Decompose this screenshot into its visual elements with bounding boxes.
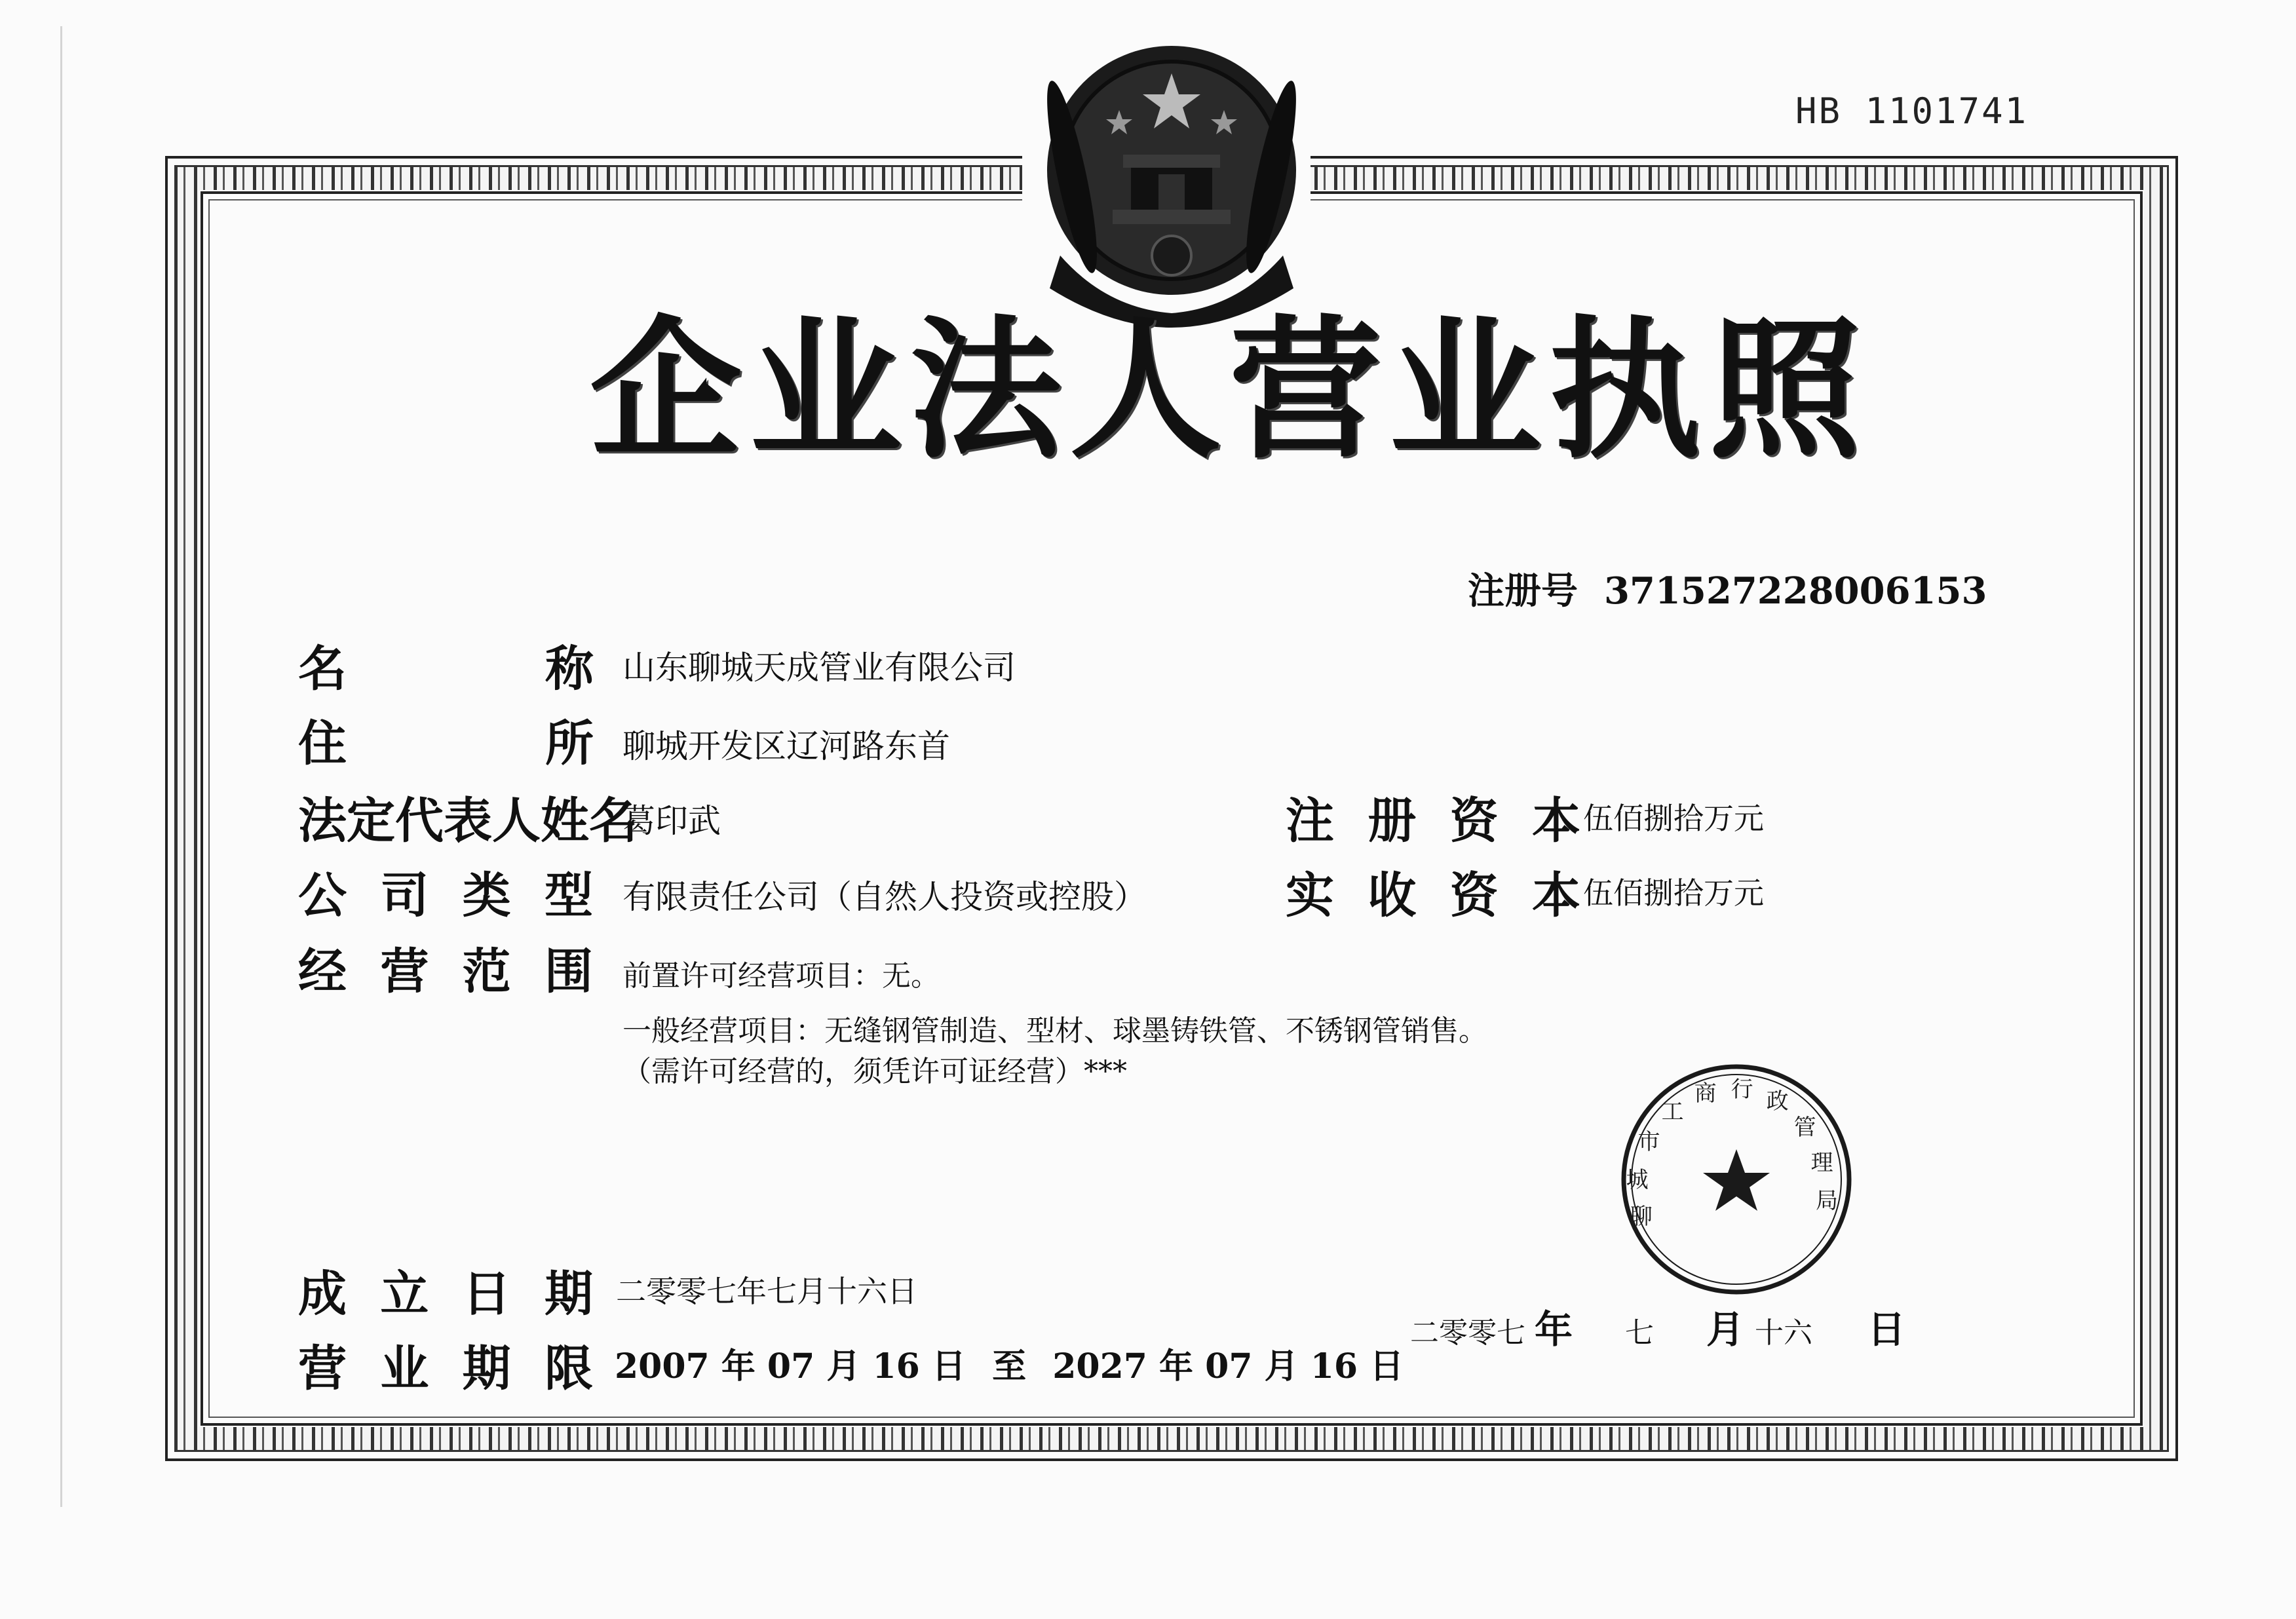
registration-number-row bbox=[1468, 562, 1987, 615]
issue-day-label: 日 bbox=[1867, 1307, 1906, 1352]
issue-year-label: 年 bbox=[1535, 1307, 1573, 1352]
legal-rep-label: 法定代表人姓名 bbox=[298, 793, 638, 849]
established-label: 成 立 日 期 bbox=[298, 1266, 593, 1322]
business-scope-line: （需许可经营的，须凭许可证经营）*** bbox=[622, 1055, 1127, 1088]
document-title: 企业法人营业执照 bbox=[590, 302, 1869, 479]
legal-rep-value: 葛印武 bbox=[622, 802, 721, 840]
company-type-value: 有限责任公司（自然人投资或控股） bbox=[622, 878, 1147, 916]
paid-capital-value: 伍佰捌拾万元 bbox=[1583, 875, 1764, 911]
term-from: 2007 年 07 月 16 日 bbox=[615, 1346, 966, 1386]
registered-capital-value: 伍佰捌拾万元 bbox=[1583, 801, 1764, 836]
business-term-value bbox=[615, 1346, 1404, 1386]
business-scope-line: 前置许可经营项目：无。 bbox=[622, 959, 940, 993]
registered-capital-label: 注 册 资 本 bbox=[1286, 793, 1580, 849]
serial-number: HB 1101741 bbox=[1795, 90, 2029, 132]
national-emblem-icon bbox=[1034, 39, 1309, 328]
scan-edge-line bbox=[60, 26, 62, 1507]
address-value: 聊城开发区辽河路东首 bbox=[622, 727, 950, 765]
issue-day-value: 十六 bbox=[1755, 1316, 1813, 1350]
term-to: 2027 年 07 月 16 日 bbox=[1052, 1346, 1404, 1386]
address-label-right: 所 bbox=[545, 715, 594, 772]
svg-text:聊 城 市 工 商: 聊 城 市 工 商 行 政 管 理 局 bbox=[1626, 1076, 1838, 1230]
business-term-label: 营 业 期 限 bbox=[298, 1341, 593, 1397]
official-seal-icon bbox=[1618, 1061, 1854, 1297]
address-label-left: 住 bbox=[298, 715, 347, 772]
company-name-value: 山东聊城天成管业有限公司 bbox=[622, 649, 1016, 687]
registration-number: 371527228006153 bbox=[1604, 569, 1987, 613]
issue-month-value: 七 bbox=[1625, 1316, 1655, 1350]
established-value: 二零零七年七月十六日 bbox=[616, 1274, 917, 1309]
issue-month-label: 月 bbox=[1706, 1307, 1745, 1352]
company-type-label: 公 司 类 型 bbox=[298, 867, 593, 924]
issue-year-value: 二零零七 bbox=[1410, 1316, 1525, 1350]
business-scope-label: 经 营 范 围 bbox=[298, 943, 593, 1000]
business-scope-line: 一般经营项目：无缝钢管制造、型材、球墨铸铁管、不锈钢管销售。 bbox=[622, 1014, 1487, 1048]
paid-capital-label: 实 收 资 本 bbox=[1286, 867, 1580, 924]
name-label-right: 称 bbox=[545, 641, 594, 697]
term-separator: 至 bbox=[992, 1346, 1027, 1386]
issue-date bbox=[1410, 1307, 1906, 1352]
registration-label: 注册号 bbox=[1468, 569, 1578, 613]
name-label-left: 名 bbox=[298, 641, 347, 697]
